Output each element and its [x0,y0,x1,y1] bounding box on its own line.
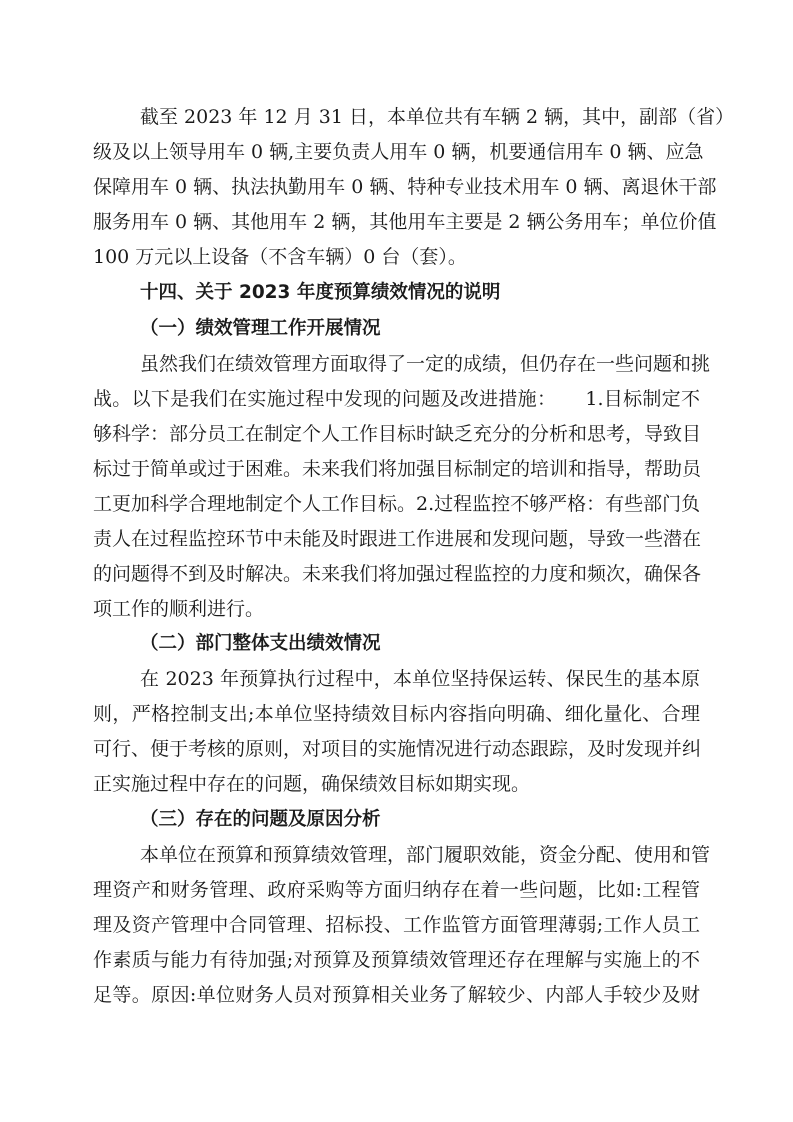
subsection-2-line-2: 则，严格控制支出;本单位坚持绩效目标内容指向明确、细化量化、合理 [93,703,700,725]
paragraph-vehicles-line-3: 保障用车 0 辆、执法执勤用车 0 辆、特种专业技术用车 0 辆、离退休干部 [93,176,717,198]
subsection-2-title: （二）部门整体支出绩效情况 [140,633,381,654]
subsection-1-line-5: 工更加科学合理地制定个人工作目标。2.过程监控不够严格：有些部门负 [93,493,701,515]
paragraph-vehicles-line-4: 服务用车 0 辆、其他用车 2 辆，其他用车主要是 2 辆公务用车；单位价值 [93,211,717,233]
subsection-3-line-5: 足等。原因:单位财务人员对预算相关业务了解较少、内部人手较少及财 [93,984,700,1006]
paragraph-vehicles-line-5: 100 万元以上设备（不含车辆）0 台（套）。 [93,246,467,268]
subsection-1-line-8: 项工作的顺利进行。 [93,598,265,620]
subsection-1-line-2: 战。以下是我们在实施过程中发现的问题及改进措施： 1.目标制定不 [93,388,700,410]
subsection-1-line-4: 标过于简单或过于困难。未来我们将加强目标制定的培训和指导，帮助员 [93,458,702,480]
subsection-2-line-3: 可行、便于考核的原则，对项目的实施情况进行动态跟踪，及时发现并纠 [93,738,702,760]
subsection-3-line-3: 理及资产管理中合同管理、招标投、工作监管方面管理薄弱;工作人员工 [93,914,700,936]
subsection-1-line-3: 够科学：部分员工在制定个人工作目标时缺乏充分的分析和思考，导致目 [93,423,702,445]
subsection-1-title: （一）绩效管理工作开展情况 [140,318,381,339]
subsection-3-title: （三）存在的问题及原因分析 [140,809,381,830]
paragraph-vehicles-line-2: 级及以上领导用车 0 辆,主要负责人用车 0 辆，机要通信用车 0 辆、应急 [93,141,704,163]
subsection-3-line-1: 本单位在预算和预算绩效管理，部门履职效能，资金分配、使用和管 [140,844,711,866]
subsection-2-line-1: 在 2023 年预算执行过程中，本单位坚持保运转、保民生的基本原 [140,668,700,690]
subsection-1-line-1: 虽然我们在绩效管理方面取得了一定的成绩，但仍存在一些问题和挑 [140,353,711,375]
subsection-1-line-7: 的问题得不到及时解决。未来我们将加强过程监控的力度和频次，确保各 [93,563,702,585]
subsection-3-line-4: 作素质与能力有待加强;对预算及预算绩效管理还存在理解与实施上的不 [93,949,700,971]
paragraph-vehicles-line-1: 截至 2023 年 12 月 31 日，本单位共有车辆 2 辆，其中，副部（省） [140,106,735,128]
subsection-2-line-4: 正实施过程中存在的问题，确保绩效目标如期实现。 [93,773,531,795]
subsection-1-line-6: 责人在过程监控环节中未能及时跟进工作进展和发现问题，导致一些潜在 [93,528,702,550]
section-14-title: 十四、关于 2023 年度预算绩效情况的说明 [140,282,501,303]
subsection-3-line-2: 理资产和财务管理、政府采购等方面归纳存在着一些问题，比如:工程管 [93,879,700,901]
